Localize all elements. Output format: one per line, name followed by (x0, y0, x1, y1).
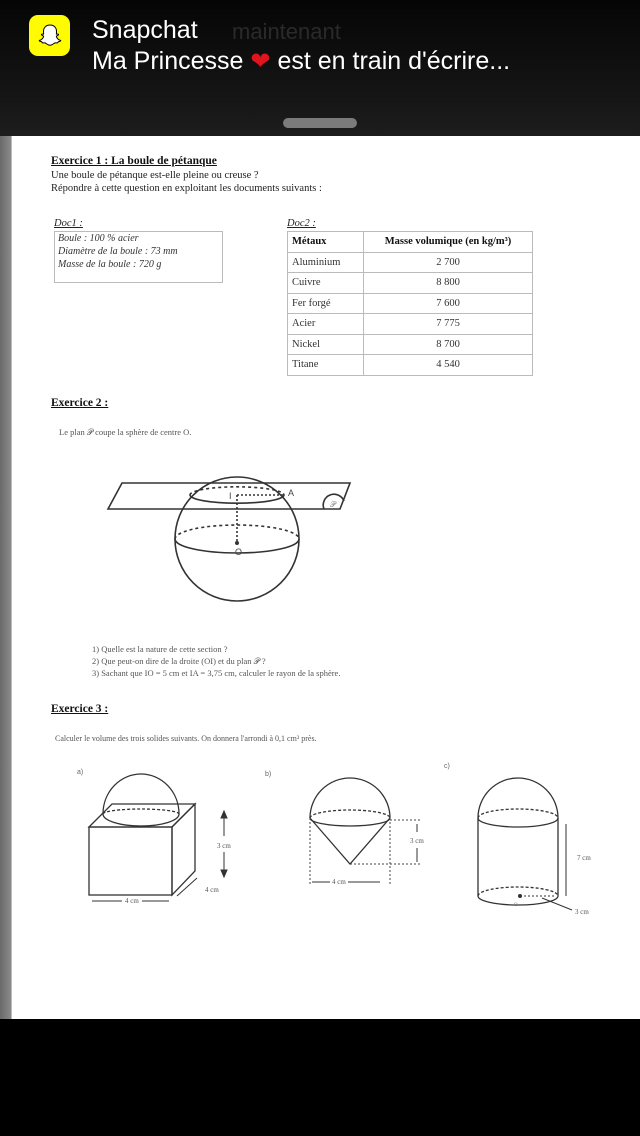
doc1-label: Doc1 : (54, 218, 83, 229)
center-point (519, 895, 522, 898)
snapchat-app-icon (29, 15, 70, 56)
hemisphere-dome (310, 778, 390, 818)
cone (310, 818, 390, 864)
exercise-2-intro: Le plan 𝒫 coupe la sphère de centre O. (59, 427, 192, 437)
exercise-1-instruction: Répondre à cette question en exploitant les documents suivants : (51, 183, 322, 194)
cube-side-face (172, 804, 195, 895)
table-row (288, 252, 533, 273)
bottom-black-area (0, 1019, 640, 1136)
metal-cell: Cuivre (288, 273, 364, 294)
hemisphere-base-front (310, 818, 390, 826)
sender-name: Ma Princesse (92, 47, 244, 75)
solid-a-figure (67, 756, 257, 906)
exercise-1-question: Une boule de pétanque est-elle pleine ou creuse ? (51, 170, 259, 181)
solid-a-label: a) (77, 769, 84, 776)
hemisphere-base-back (310, 810, 390, 818)
metal-cell: Fer forgé (288, 293, 364, 314)
cylinder-top-back (478, 809, 558, 818)
notification-grabber-handle[interactable] (283, 118, 357, 128)
metal-cell: Titane (288, 355, 364, 376)
solid-b-figure (262, 756, 432, 906)
density-cell: 8 800 (364, 273, 533, 294)
table-row (288, 334, 533, 355)
notification-time: maintenant (232, 19, 341, 44)
message-text: est en train d'écrire... (277, 47, 511, 75)
doc1-line: Boule : 100 % acier (58, 233, 139, 244)
document-page (12, 136, 640, 1019)
hemisphere-base-front (103, 814, 179, 826)
document-viewer[interactable] (0, 136, 640, 1019)
table-row (288, 355, 533, 376)
cylinder-top-front (478, 818, 558, 827)
density-cell: 7 600 (364, 293, 533, 314)
solid-c-figure (432, 756, 612, 916)
label-a: A (288, 488, 295, 498)
solid-a-height: 3 cm (217, 842, 231, 850)
solid-c-radius: 3 cm (575, 908, 589, 916)
cylinder-bottom-back (478, 887, 558, 896)
notification-banner[interactable] (0, 0, 640, 136)
exercise-2-question-1: 1) Quelle est la nature de cette section ? (92, 644, 228, 654)
notification-message (92, 47, 510, 76)
section-back (190, 487, 284, 495)
metal-cell: Acier (288, 314, 364, 335)
solid-c-center: O (514, 903, 518, 908)
label-p: 𝒫 (330, 500, 336, 509)
table-row (288, 273, 533, 294)
viewer-left-edge (0, 136, 12, 1019)
header-metals: Métaux (288, 232, 364, 253)
density-cell: 7 775 (364, 314, 533, 335)
doc2-label: Doc2 : (287, 218, 316, 229)
solid-a-depth: 4 cm (205, 886, 219, 894)
snapchat-ghost-icon (36, 22, 64, 50)
radius-pointer (542, 898, 572, 910)
arrow-head (221, 870, 227, 877)
doc1-line: Masse de la boule : 720 g (58, 259, 162, 270)
metal-cell: Aluminium (288, 252, 364, 273)
density-cell: 8 700 (364, 334, 533, 355)
metal-cell: Nickel (288, 334, 364, 355)
doc1-line: Diamètre de la boule : 73 mm (58, 246, 178, 257)
sphere-plane-figure (102, 471, 362, 606)
arrow-head (221, 811, 227, 818)
exercise-2-question-3: 3) Sachant que IO = 5 cm et IA = 3,75 cm, calculer le rayon de la sphère. (92, 668, 341, 678)
center-o-point (235, 541, 239, 545)
doc1-box (54, 231, 223, 283)
label-o: O (235, 547, 243, 557)
solid-c-height: 7 cm (577, 854, 591, 862)
cube-front-face (89, 827, 172, 895)
hemisphere-dome (103, 774, 179, 814)
heart-icon: ❤ (250, 48, 271, 75)
density-table (287, 231, 533, 376)
exercise-2-title: Exercice 2 : (51, 397, 109, 409)
density-cell: 4 540 (364, 355, 533, 376)
table-row (288, 293, 533, 314)
solid-b-label: b) (265, 771, 272, 778)
header-density: Masse volumique (en kg/m³) (364, 232, 533, 253)
solid-a-width: 4 cm (125, 897, 139, 905)
label-i: I (229, 491, 232, 501)
hemisphere-base-back (103, 809, 179, 814)
cylinder-bottom-front (478, 896, 558, 905)
table-row (288, 314, 533, 335)
table-header-row (288, 232, 533, 253)
solid-b-height: 3 cm (410, 837, 424, 845)
solid-b-width: 4 cm (332, 878, 346, 886)
solid-c-label: c) (444, 763, 450, 770)
density-cell: 2 700 (364, 252, 533, 273)
exercise-3-intro: Calculer le volume des trois solides suivants. On donnera l'arrondi à 0,1 cm³ près. (55, 734, 317, 743)
exercise-3-title: Exercice 3 : (51, 703, 109, 715)
exercise-2-question-2: 2) Que peut-on dire de la droite (OI) et du plan 𝒫 ? (92, 656, 266, 666)
notification-app-name: Snapchat (92, 16, 198, 44)
exercise-1-title: Exercice 1 : La boule de pétanque (51, 155, 217, 167)
